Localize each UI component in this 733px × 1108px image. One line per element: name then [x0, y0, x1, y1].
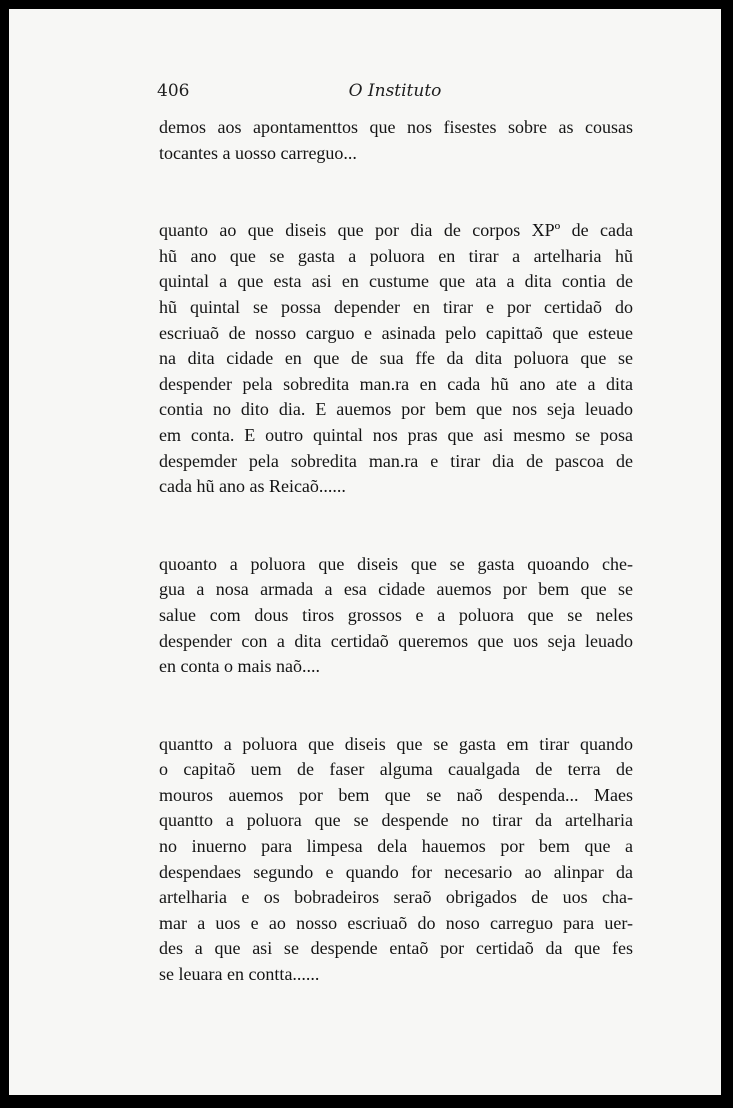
- text-line: hũ ano que se gasta a poluora en tirar a artelharia hũ: [159, 245, 633, 266]
- running-title: O Instituto: [348, 81, 442, 101]
- text-line: se leuara en contta......: [159, 964, 320, 985]
- text-line: demos aos apontamenttos que nos fisestes sobre as cousas: [159, 117, 633, 137]
- paragraph: [159, 552, 633, 680]
- text-line: escriuaõ de nosso carguo e asinada pelo capittaõ que esteue: [159, 322, 633, 343]
- page-header: [157, 81, 633, 109]
- paragraph: [159, 115, 633, 166]
- page-number: 406: [157, 81, 190, 101]
- text-line: quintal a que esta asi en custume que ata a dita contia de: [159, 271, 633, 292]
- book-page: [9, 9, 721, 1095]
- text-line: cada hũ ano as Reicaõ......: [159, 476, 346, 497]
- text-line: salue com dous tiros grossos e a poluora que se neles: [159, 604, 633, 625]
- paragraph: [159, 732, 633, 988]
- text-line: artelharia e os bobradeiros seraõ obrigados de uos cha-: [159, 887, 633, 908]
- text-line: quanto ao que diseis que por dia de corpos XPº de cada: [159, 220, 633, 241]
- text-line: no inuerno para limpesa dela hauemos por bem que a: [159, 836, 633, 857]
- text-line: despendaes segundo e quando for necesario ao alinpar da: [159, 861, 633, 882]
- text-line: quoanto a poluora que diseis que se gasta quoando che-: [159, 553, 633, 574]
- text-line: contia no dito dia. E auemos por bem que nos seja leuado: [159, 399, 633, 420]
- paragraph: [159, 218, 633, 500]
- text-line: mouros auemos por bem que se naõ despenda... Maes: [159, 784, 633, 805]
- text-line: quantto a poluora que se despende no tirar da artelharia: [159, 810, 633, 831]
- text-line: des a que asi se despende entaõ por certidaõ da que fes: [159, 938, 633, 959]
- text-line: quantto a poluora que diseis que se gasta em tirar quando: [159, 733, 633, 754]
- body-text: [159, 115, 633, 988]
- text-line: gua a nosa armada a esa cidade auemos por bem que se: [159, 579, 633, 600]
- text-line: despemder pela sobredita man.ra e tirar dia de pascoa de: [159, 450, 633, 471]
- text-line: o capitaõ uem de faser alguma caualgada de terra de: [159, 759, 633, 780]
- text-line: tocantes a uosso carreguo...: [159, 142, 357, 163]
- text-line: hũ quintal se possa depender en tirar e por certidaõ do: [159, 296, 633, 317]
- text-line: na dita cidade en que de sua ffe da dita poluora que se: [159, 348, 633, 369]
- text-line: en conta o mais naõ....: [159, 656, 320, 677]
- text-line: despender con a dita certidaõ queremos que uos seja leuado: [159, 630, 633, 651]
- text-line: despender pela sobredita man.ra en cada hũ ano ate a dita: [159, 373, 633, 394]
- text-line: em conta. E outro quintal nos pras que asi mesmo se posa: [159, 424, 633, 445]
- text-line: mar a uos e ao nosso escriuaõ do noso carreguo para uer-: [159, 912, 633, 933]
